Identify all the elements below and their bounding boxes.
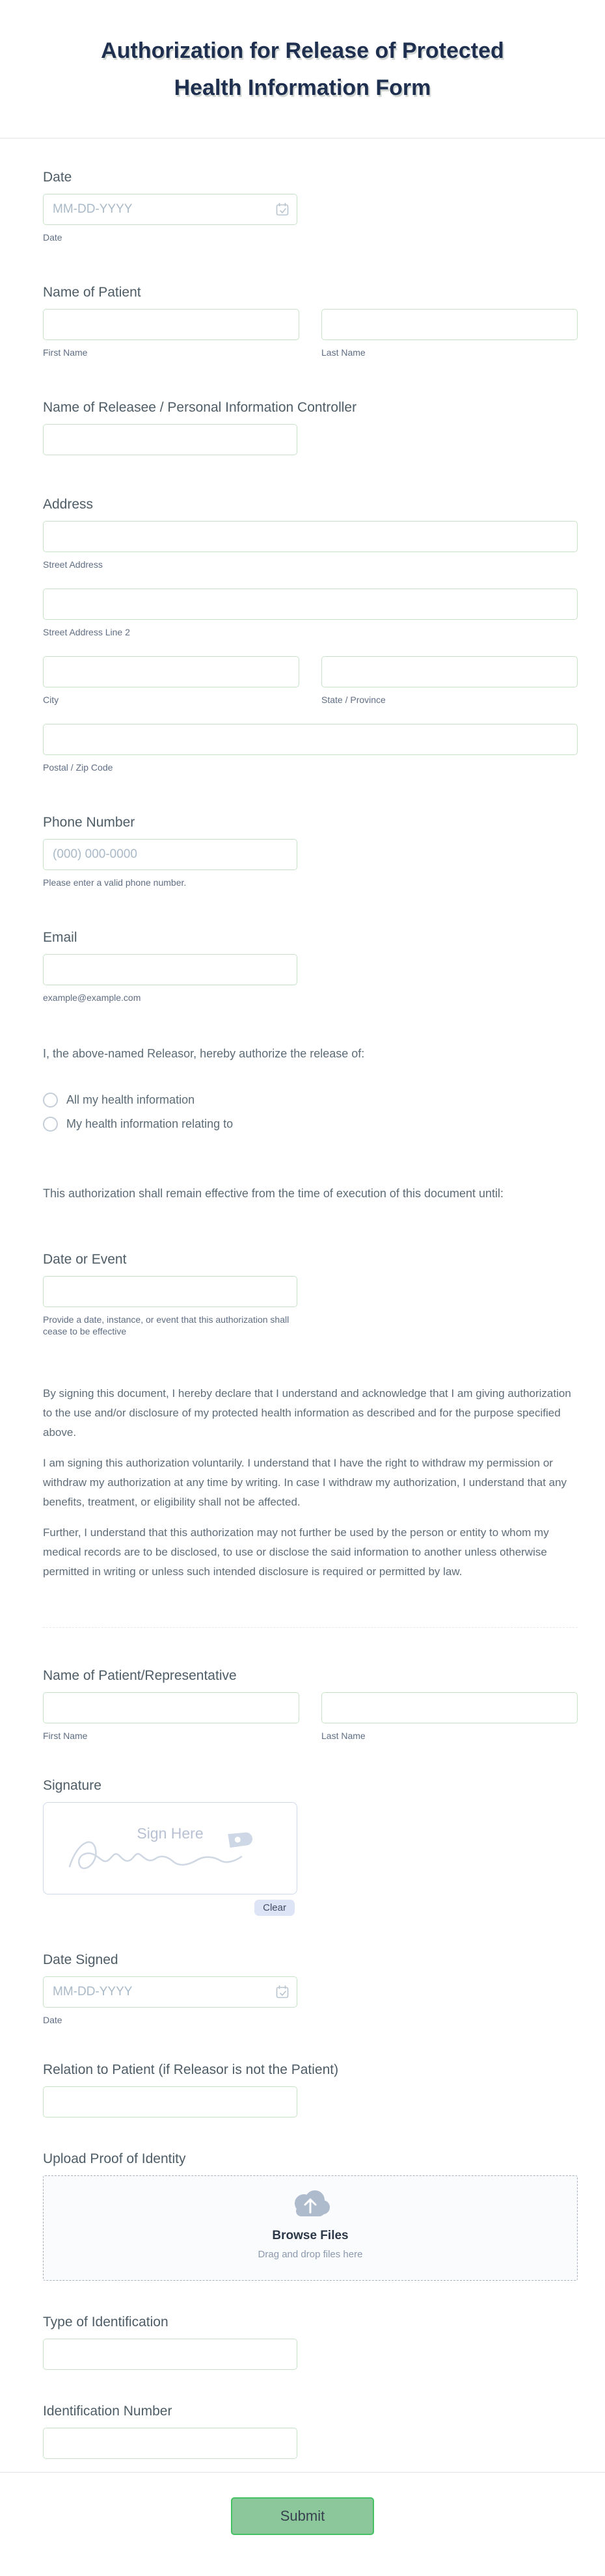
patient-name-label: Name of Patient	[43, 285, 141, 300]
signature-pad[interactable]	[43, 1802, 297, 1894]
street-address-input[interactable]	[43, 521, 578, 552]
phone-input[interactable]	[43, 839, 297, 870]
date-signed-input[interactable]	[43, 1976, 297, 2008]
representative-last-name-sublabel: Last Name	[321, 1731, 366, 1741]
declaration-paragraph-3: Further, I understand that this authorization may not further be used by the person or entity to whom my medical records are to be disclosed, to use or disclose the said information to another unless otherwise permitted in writing or unless such intended disclosure is required or permitted by law.	[43, 1526, 549, 1578]
calendar-icon[interactable]	[275, 1985, 289, 2002]
field-signature	[43, 1778, 578, 1916]
radio-all-health-info[interactable]	[43, 1093, 578, 1108]
city-col	[43, 656, 299, 706]
street-address-row	[43, 521, 578, 570]
relation-input[interactable]	[43, 2086, 297, 2118]
form-footer	[0, 2473, 605, 2565]
representative-first-name-input[interactable]	[43, 1692, 299, 1723]
date-sublabel: Date	[43, 232, 62, 243]
city-input[interactable]	[43, 656, 299, 687]
section-divider	[43, 1627, 578, 1628]
street-address2-row	[43, 589, 578, 638]
field-upload	[43, 2151, 578, 2281]
field-relation	[43, 2062, 578, 2118]
representative-last-name-input[interactable]	[321, 1692, 578, 1723]
form-title: Authorization for Release of Protected Health Information Form	[101, 38, 504, 100]
phone-sublabel: Please enter a valid phone number.	[43, 877, 187, 888]
upload-hint: Drag and drop files here	[258, 2249, 363, 2260]
field-email	[43, 930, 578, 1003]
patient-first-name-sublabel: First Name	[43, 347, 88, 358]
street-address2-sublabel: Street Address Line 2	[43, 627, 130, 637]
field-patient-name	[43, 285, 578, 358]
authorization-intro	[43, 1045, 578, 1063]
postal-row	[43, 724, 578, 773]
patient-first-col	[43, 309, 299, 358]
declaration-paragraphs	[43, 1384, 578, 1582]
submit-button[interactable]: Submit	[231, 2497, 374, 2535]
email-input[interactable]	[43, 954, 297, 985]
patient-last-name-input[interactable]	[321, 309, 578, 340]
releasee-name-label: Name of Releasee / Personal Information Controller	[43, 400, 357, 415]
field-date	[43, 170, 578, 243]
date-signed-label: Date Signed	[43, 1952, 118, 1967]
declaration-paragraph-2: I am signing this authorization voluntarily. I understand that I have the right to withdraw my permission or withdraw my authorization at any time by writing. In case I withdraw my authorization, I understand that any benefits, treatment, or eligibility shall not be affected.	[43, 1457, 567, 1508]
relation-label: Relation to Patient (if Releasor is not the Patient)	[43, 2062, 339, 2077]
id-type-input[interactable]	[43, 2339, 297, 2370]
signature-squiggle-icon	[44, 1803, 297, 1894]
patient-first-name-input[interactable]	[43, 309, 299, 340]
id-type-label: Type of Identification	[43, 2315, 168, 2330]
patient-last-name-sublabel: Last Name	[321, 347, 366, 358]
date-input-wrap	[43, 194, 297, 225]
representative-last-col	[321, 1692, 578, 1742]
effective-statement	[43, 1185, 578, 1202]
radio-all-health-info-label: All my health information	[66, 1093, 195, 1106]
form-body	[0, 139, 605, 2472]
field-date-signed	[43, 1952, 578, 2026]
field-representative-name	[43, 1668, 578, 1742]
email-label: Email	[43, 930, 77, 945]
cloud-upload-icon	[289, 2186, 332, 2218]
releasee-name-input[interactable]	[43, 424, 297, 455]
calendar-icon[interactable]	[275, 202, 289, 220]
state-sublabel: State / Province	[321, 695, 386, 705]
signature-label: Signature	[43, 1778, 101, 1793]
representative-name-label: Name of Patient/Representative	[43, 1668, 237, 1683]
sign-here-placeholder: Sign Here	[137, 1825, 204, 1842]
date-or-event-input[interactable]	[43, 1276, 297, 1307]
phone-label: Phone Number	[43, 815, 135, 830]
field-releasee-name	[43, 400, 578, 455]
date-or-event-label: Date or Event	[43, 1252, 127, 1267]
authorization-options	[43, 1093, 578, 1132]
city-state-row	[43, 656, 578, 706]
field-id-type	[43, 2315, 578, 2370]
clear-row	[43, 1900, 297, 1916]
street-address-sublabel: Street Address	[43, 559, 103, 570]
representative-first-col	[43, 1692, 299, 1742]
date-or-event-sublabel: Provide a date, instance, or event that this authorization shall cease to be effective	[43, 1314, 289, 1336]
authorization-intro-text: I, the above-named Releasor, hereby authorize the release of:	[43, 1047, 365, 1060]
clear-signature-button[interactable]: Clear	[254, 1900, 295, 1916]
field-id-number	[43, 2404, 578, 2459]
browse-files-button[interactable]: Browse Files	[272, 2229, 349, 2242]
email-sublabel: example@example.com	[43, 992, 141, 1003]
street-address2-input[interactable]	[43, 589, 578, 620]
form-header	[0, 0, 605, 138]
representative-first-name-sublabel: First Name	[43, 1731, 88, 1741]
upload-label: Upload Proof of Identity	[43, 2151, 186, 2166]
date-signed-input-wrap	[43, 1976, 297, 2008]
radio-circle-icon[interactable]	[43, 1093, 58, 1108]
date-signed-sublabel: Date	[43, 2015, 62, 2025]
field-phone	[43, 815, 578, 888]
id-number-label: Identification Number	[43, 2404, 172, 2419]
postal-sublabel: Postal / Zip Code	[43, 762, 113, 773]
patient-last-col	[321, 309, 578, 358]
state-input[interactable]	[321, 656, 578, 687]
radio-health-info-relating-label: My health information relating to	[66, 1117, 234, 1130]
radio-health-info-relating[interactable]	[43, 1117, 578, 1132]
city-sublabel: City	[43, 695, 59, 705]
upload-dropzone[interactable]	[43, 2175, 578, 2281]
field-address	[43, 497, 578, 773]
state-col	[321, 656, 578, 706]
radio-circle-icon[interactable]	[43, 1117, 58, 1132]
address-label: Address	[43, 497, 94, 512]
date-label: Date	[43, 170, 72, 185]
effective-statement-text: This authorization shall remain effective from the time of execution of this document until:	[43, 1187, 504, 1200]
field-date-or-event	[43, 1252, 578, 1337]
id-number-input[interactable]	[43, 2428, 297, 2459]
declaration-paragraph-1: By signing this document, I hereby declare that I understand and acknowledge that I am giving authorization to the use and/or disclosure of my protected health information as described and for the purpose specified above.	[43, 1387, 571, 1439]
postal-input[interactable]	[43, 724, 578, 755]
date-input[interactable]	[43, 194, 297, 225]
